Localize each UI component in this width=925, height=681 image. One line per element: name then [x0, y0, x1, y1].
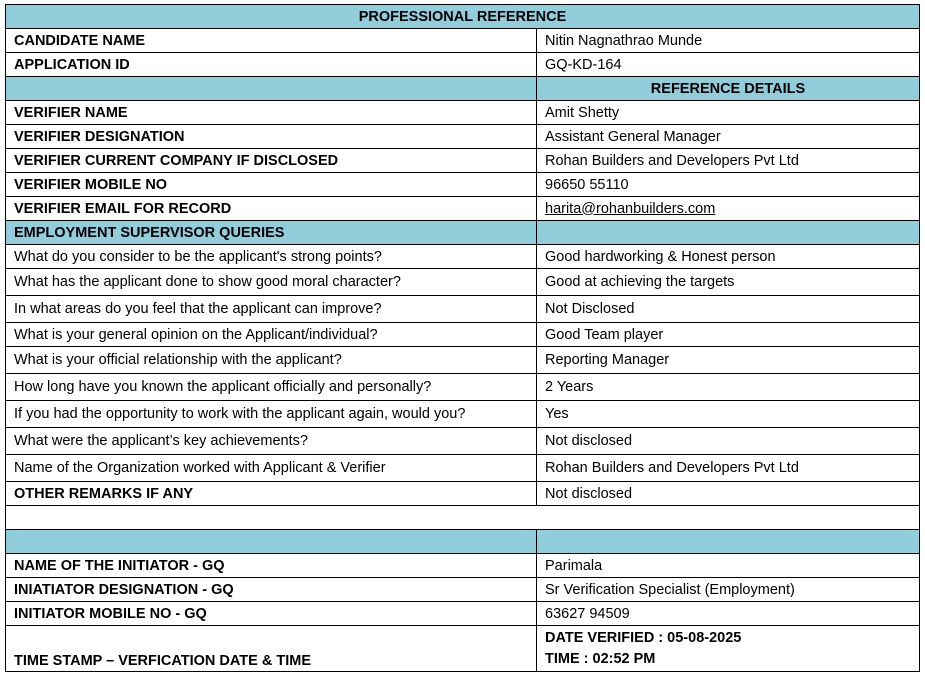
verifier-email-cell [537, 197, 920, 221]
query-row [6, 245, 920, 269]
spacer-header-row [6, 530, 920, 554]
timestamp-label: TIME STAMP – VERFICATION DATE & TIME [6, 626, 537, 672]
query-question: Name of the Organization worked with Applicant & Verifier [6, 455, 537, 482]
queries-header: EMPLOYMENT SUPERVISOR QUERIES [6, 221, 537, 245]
remarks-row [6, 482, 920, 506]
query-answer: Good hardworking & Honest person [537, 245, 920, 269]
query-row [6, 401, 920, 428]
spacer-header-right [537, 530, 920, 554]
queries-header-row [6, 221, 920, 245]
query-answer: Good Team player [537, 323, 920, 347]
candidate-name-value: Nitin Nagnathrao Munde [537, 29, 920, 53]
queries-header-right [537, 221, 920, 245]
verifier-value: 96650 55110 [537, 173, 920, 197]
query-answer: Good at achieving the targets [537, 269, 920, 296]
verifier-row [6, 173, 920, 197]
query-question: If you had the opportunity to work with the applicant again, would you? [6, 401, 537, 428]
query-question: How long have you known the applicant officially and personally? [6, 374, 537, 401]
remarks-value: Not disclosed [537, 482, 920, 506]
verifier-row [6, 125, 920, 149]
blank-row [6, 506, 920, 530]
verifier-label: VERIFIER EMAIL FOR RECORD [6, 197, 537, 221]
reference-details-header: REFERENCE DETAILS [537, 77, 920, 101]
query-answer: Reporting Manager [537, 347, 920, 374]
verifier-label: VERIFIER NAME [6, 101, 537, 125]
verifier-row [6, 149, 920, 173]
verifier-label: VERIFIER CURRENT COMPANY IF DISCLOSED [6, 149, 537, 173]
candidate-name-row [6, 29, 920, 53]
verifier-value: Assistant General Manager [537, 125, 920, 149]
initiator-value: Sr Verification Specialist (Employment) [537, 578, 920, 602]
verifier-label: VERIFIER MOBILE NO [6, 173, 537, 197]
initiator-value: 63627 94509 [537, 602, 920, 626]
initiator-row [6, 602, 920, 626]
initiator-label: INITIATOR MOBILE NO - GQ [6, 602, 537, 626]
query-answer: Not disclosed [537, 428, 920, 455]
reference-details-header-left [6, 77, 537, 101]
initiator-label: NAME OF THE INITIATOR - GQ [6, 554, 537, 578]
verifier-row [6, 101, 920, 125]
query-question: What do you consider to be the applicant's strong points? [6, 245, 537, 269]
date-verified: DATE VERIFIED : 05-08-2025 [545, 629, 742, 646]
verifier-row [6, 197, 920, 221]
query-row [6, 374, 920, 401]
page-title: PROFESSIONAL REFERENCE [6, 5, 920, 29]
timestamp-value [537, 626, 920, 672]
initiator-row [6, 554, 920, 578]
verifier-email-link[interactable]: harita@rohanbuilders.com [545, 200, 716, 217]
query-answer: Yes [537, 401, 920, 428]
query-question: What is your official relationship with the applicant? [6, 347, 537, 374]
blank-cell [6, 506, 920, 530]
query-question: What is your general opinion on the Applicant/individual? [6, 323, 537, 347]
verifier-value: Rohan Builders and Developers Pvt Ltd [537, 149, 920, 173]
query-row [6, 296, 920, 323]
verifier-value: Amit Shetty [537, 101, 920, 125]
spacer-header-left [6, 530, 537, 554]
query-row [6, 323, 920, 347]
application-id-label: APPLICATION ID [6, 53, 537, 77]
professional-reference-table [5, 4, 920, 672]
remarks-label: OTHER REMARKS IF ANY [6, 482, 537, 506]
query-row [6, 428, 920, 455]
initiator-label: INIATIATOR DESIGNATION - GQ [6, 578, 537, 602]
application-id-row [6, 53, 920, 77]
query-row [6, 347, 920, 374]
query-question: In what areas do you feel that the applicant can improve? [6, 296, 537, 323]
initiator-value: Parimala [537, 554, 920, 578]
candidate-name-label: CANDIDATE NAME [6, 29, 537, 53]
query-question: What were the applicant’s key achievements? [6, 428, 537, 455]
reference-details-header-row [6, 77, 920, 101]
timestamp-row [6, 626, 920, 672]
query-question: What has the applicant done to show good moral character? [6, 269, 537, 296]
initiator-row [6, 578, 920, 602]
application-id-value: GQ-KD-164 [537, 53, 920, 77]
query-answer: 2 Years [537, 374, 920, 401]
title-row [6, 5, 920, 29]
query-answer: Not Disclosed [537, 296, 920, 323]
query-row [6, 269, 920, 296]
verifier-label: VERIFIER DESIGNATION [6, 125, 537, 149]
time-verified: TIME : 02:52 PM [545, 650, 656, 667]
query-row [6, 455, 920, 482]
query-answer: Rohan Builders and Developers Pvt Ltd [537, 455, 920, 482]
